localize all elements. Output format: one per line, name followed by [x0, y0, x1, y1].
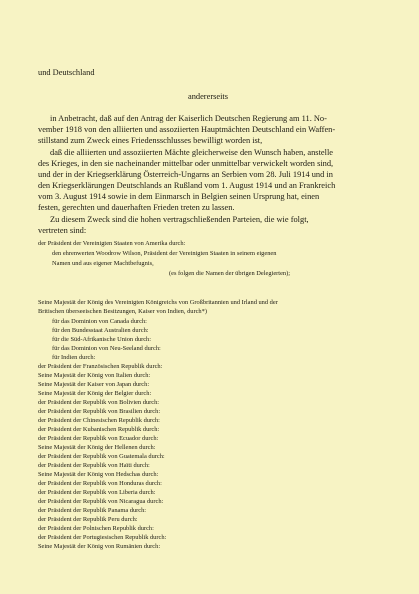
paragraph-line: Zu diesem Zweck sind die hohen vertragschließenden Parteien, die wie folgt,	[50, 215, 309, 224]
list-line: der Präsident der Chinesischen Republik durch:	[38, 416, 160, 424]
list-line: der Präsident der Republik von Honduras durch:	[38, 479, 162, 487]
list-line: der Präsident der Republik von Guatemala durch:	[38, 452, 165, 460]
usa-line: den ehrenwerten Woodrow Wilson, Präsident der Vereinigten Staaten in seinem eigenen	[52, 250, 277, 257]
usa-line: Namen und aus eigener Machtbefugnis,	[52, 260, 154, 267]
list-line: Seine Majestät der König des Vereinigten Königreichs von Großbritannien und Irland und der	[38, 299, 278, 306]
list-line: Seine Majestät der König der Belgier durch:	[38, 389, 152, 397]
paragraph-line: vertreten sind:	[38, 226, 87, 235]
paragraph-line: stillstand zum Zweck eines Friedensschlusses bewilligt worden ist,	[38, 136, 263, 145]
dominion-line: für das Dominion von Canada durch:	[52, 317, 147, 325]
list-line: der Präsident der Kubanischen Republik durch:	[38, 425, 160, 433]
dominion-line: für Indien durch:	[52, 353, 96, 361]
list-line: der Präsident der Republik von Ecuador durch:	[38, 434, 159, 442]
dominion-line: für den Bundesstaat Australien durch:	[52, 326, 149, 334]
list-line: Britischen überseeischen Besitzungen, Kaiser von Indien, durch*)	[38, 308, 207, 315]
list-line: der Präsident der Republik von Brasilien durch:	[38, 407, 161, 415]
list-line: der Präsident der Republik Panama durch:	[38, 506, 147, 514]
list-line: Seine Majestät der Kaiser von Japan durch:	[38, 380, 150, 388]
list-line: Seine Majestät der König von Rumänien durch:	[38, 542, 161, 550]
list-line: der Präsident der Portugiesischen Republik durch:	[38, 533, 167, 541]
paragraph-line: daß die alliierten und assoziierten Mächte gleicherweise den Wunsch haben, anstelle	[50, 148, 333, 157]
list-line: der Präsident der Republik von Nicaragua durch:	[38, 497, 164, 505]
list-line: Seine Majestät der König von Italien durch:	[38, 371, 151, 379]
list-line: Seine Majestät der König der Hellenen durch:	[38, 443, 156, 451]
list-line: der Präsident der Französischen Republik durch:	[38, 362, 163, 370]
party-germany-line: und Deutschland	[38, 68, 95, 77]
list-line: der Präsident der Republik von Bolivien durch:	[38, 398, 160, 406]
paragraph-line: vember 1918 von den alliierten und assoziierten Hauptmächten Deutschland ein Waffen-	[38, 125, 336, 134]
list-line: der Präsident der Polnischen Republik durch:	[38, 524, 154, 532]
list-line: der Präsident der Republik von Liberia durch:	[38, 488, 156, 496]
dominion-line: für die Süd-Afrikanische Union durch:	[52, 335, 152, 343]
paragraph-line: in Anbetracht, daß auf den Antrag der Kaiserlich Deutschen Regierung am 11. No-	[50, 114, 327, 123]
list-line: der Präsident der Republik von Haïti durch:	[38, 461, 150, 469]
andererseits-line: andererseits	[188, 92, 228, 101]
list-line: Seine Majestät der König von Hedschas durch:	[38, 470, 159, 478]
paragraph-line: festen, gerechten und dauerhaften Frieden treten zu lassen.	[38, 203, 235, 212]
dominion-line: für das Dominion von Neu-Seeland durch:	[52, 344, 161, 352]
list-line: der Präsident der Republik Peru durch:	[38, 515, 138, 523]
usa-line: der Präsident der Vereinigten Staaten von Amerika durch:	[38, 240, 186, 247]
paragraph-line: vom 3. August 1914 sowie in dem Einmarsch in Belgien seinen Ursprung hat, einen	[38, 192, 320, 201]
paragraph-line: den Kriegserklärungen Deutschlands an Rußland vom 1. August 1914 und an Frankreich	[38, 181, 336, 190]
paragraph-line: des Krieges, in den sie nacheinander mittelbar oder unmittelbar verwickelt worden sind,	[38, 159, 334, 168]
usa-line: (es folgen die Namen der übrigen Delegierten);	[169, 270, 291, 277]
paragraph-line: und der in der Kriegserklärung Österreich-Ungarns an Serbien vom 28. Juli 1914 und in	[38, 170, 333, 179]
